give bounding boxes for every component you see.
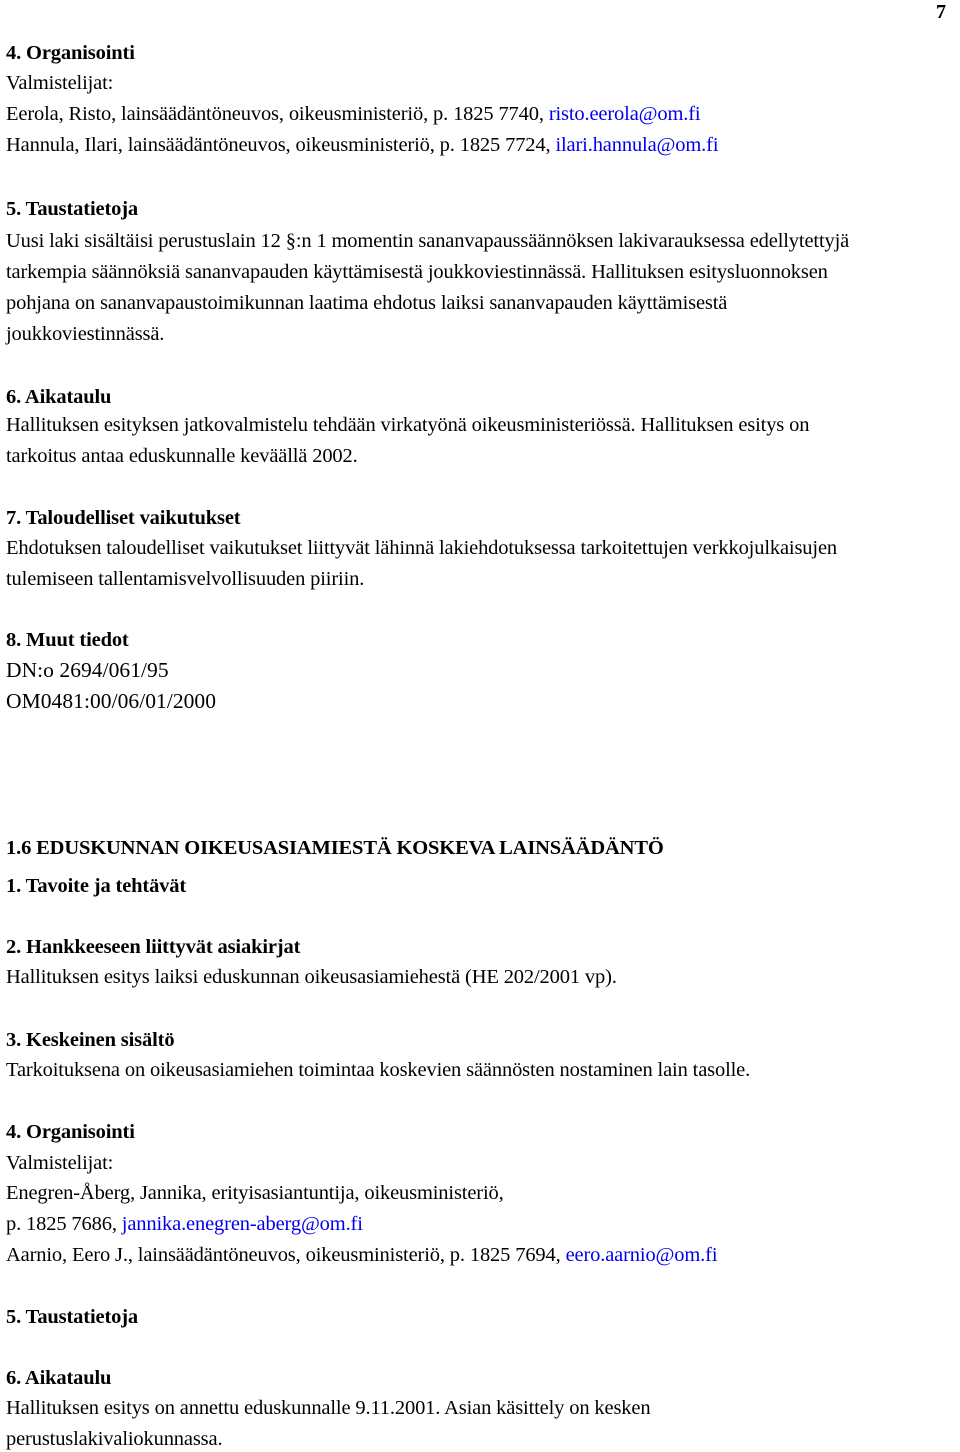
paragraph-line: tulemiseen tallentamisvelvollisuuden piiriin. <box>6 568 365 590</box>
section-heading-tavoite: 1. Tavoite ja tehtävät <box>6 875 187 897</box>
email-link[interactable]: ilari.hannula@om.fi <box>555 134 719 156</box>
page-number: 7 <box>936 1 946 23</box>
paragraph-line: Hallituksen esityksen jatkovalmistelu tehdään virkatyönä oikeusministeriössä. Hallituksen esitys on <box>6 414 810 436</box>
preparer-text: Eerola, Risto, lainsäädäntöneuvos, oikeusministeriö, p. 1825 7740, <box>6 103 549 125</box>
section-heading-asiakirjat: 2. Hankkeeseen liittyvät asiakirjat <box>6 936 301 958</box>
paragraph-line: Hallituksen esitys on annettu eduskunnalle 9.11.2001. Asian käsittely on kesken <box>6 1397 651 1419</box>
valmistelijat-label: Valmistelijat: <box>6 1152 114 1174</box>
email-link[interactable]: jannika.enegren-aberg@om.fi <box>121 1213 363 1235</box>
paragraph-line: Hallituksen esitys laiksi eduskunnan oikeusasiamiehestä (HE 202/2001 vp). <box>6 966 617 988</box>
preparer-line <box>6 1211 363 1237</box>
section-heading-muut-tiedot: 8. Muut tiedot <box>6 629 129 651</box>
paragraph-line: Uusi laki sisältäisi perustuslain 12 §:n 1 momentin sananvapaussäännöksen lakivarauksessa edellytettyjä <box>6 230 850 252</box>
preparer-line <box>6 1242 717 1268</box>
preparer-text: p. 1825 7686, <box>6 1213 122 1235</box>
reference-number: DN:o 2694/061/95 <box>6 658 169 682</box>
paragraph-line: Tarkoituksena on oikeusasiamiehen toimintaa koskevien säännösten nostaminen lain tasolle. <box>6 1059 751 1081</box>
paragraph-line: perustuslakivaliokunnassa. <box>6 1428 223 1450</box>
section-heading-taustatietoja: 5. Taustatietoja <box>6 198 139 220</box>
reference-number: OM0481:00/06/01/2000 <box>6 689 217 713</box>
paragraph-line: joukkoviestinnässä. <box>6 323 165 345</box>
paragraph-line: pohjana on sananvapaustoimikunnan laatima ehdotus laiksi sananvapauden käyttämisestä <box>6 292 728 314</box>
section-heading-keskeinen-sisalto: 3. Keskeinen sisältö <box>6 1029 175 1051</box>
paragraph-line: tarkoitus antaa eduskunnalle keväällä 2002. <box>6 445 358 467</box>
preparer-text: Aarnio, Eero J., lainsäädäntöneuvos, oikeusministeriö, p. 1825 7694, <box>6 1244 566 1266</box>
section-heading-organisointi: 4. Organisointi <box>6 42 135 64</box>
preparer-line <box>6 101 700 127</box>
paragraph-line: tarkempia säännöksiä sananvapauden käyttämisestä joukkoviestinnässä. Hallituksen esitysluonnoksen <box>6 261 828 283</box>
section-heading-organisointi: 4. Organisointi <box>6 1121 135 1143</box>
section-heading-aikataulu: 6. Aikataulu <box>6 386 112 408</box>
email-link[interactable]: risto.eerola@om.fi <box>548 103 701 125</box>
valmistelijat-label: Valmistelijat: <box>6 72 114 94</box>
section-heading-taloudelliset: 7. Taloudelliset vaikutukset <box>6 507 241 529</box>
preparer-line <box>6 132 718 158</box>
preparer-text: Hannula, Ilari, lainsäädäntöneuvos, oikeusministeriö, p. 1825 7724, <box>6 134 556 156</box>
preparer-line: Enegren-Åberg, Jannika, erityisasiantuntija, oikeusministeriö, <box>6 1182 504 1204</box>
paragraph-line: Ehdotuksen taloudelliset vaikutukset liittyvät lähinnä lakiehdotuksessa tarkoitettujen verkkojulkaisujen <box>6 537 837 559</box>
chapter-title: 1.6 EDUSKUNNAN OIKEUSASIAMIESTÄ KOSKEVA LAINSÄÄDÄNTÖ <box>6 837 664 859</box>
section-heading-aikataulu: 6. Aikataulu <box>6 1367 112 1389</box>
email-link[interactable]: eero.aarnio@om.fi <box>565 1244 718 1266</box>
section-heading-taustatietoja: 5. Taustatietoja <box>6 1306 139 1328</box>
